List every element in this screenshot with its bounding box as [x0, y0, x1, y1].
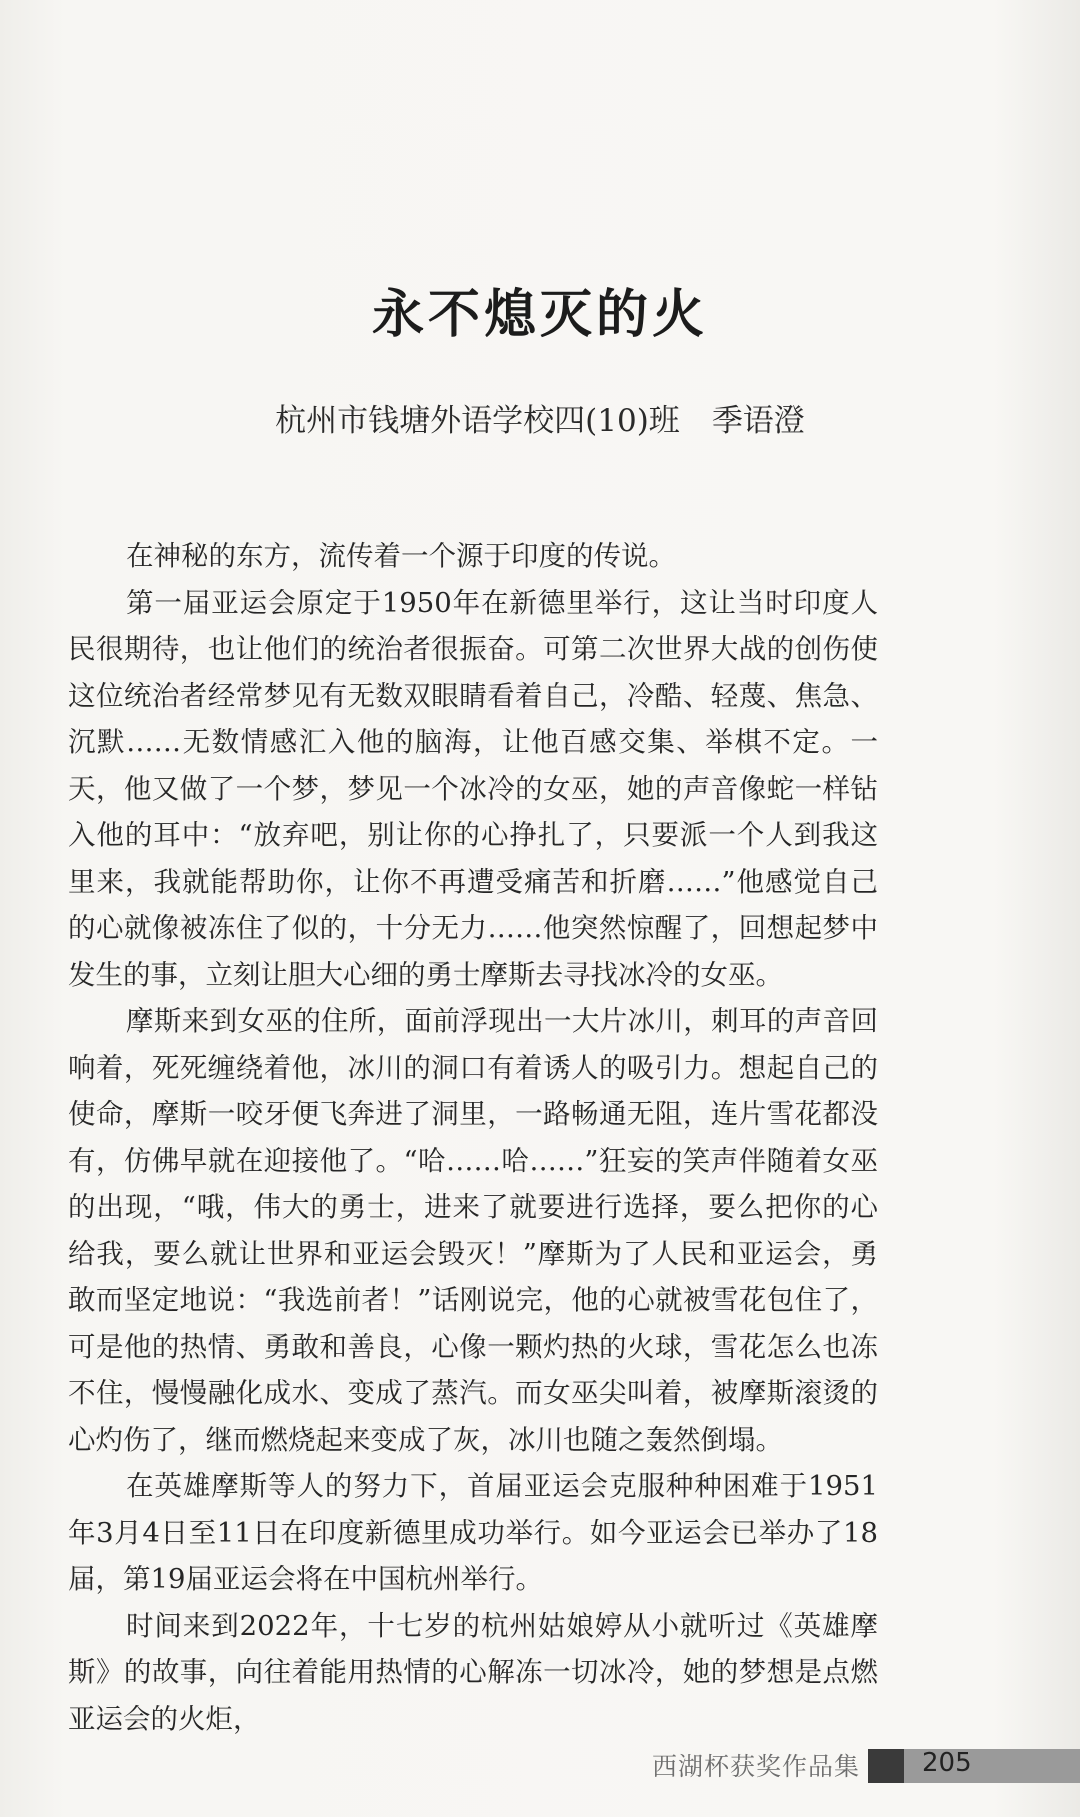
- paragraph: 在神秘的东方，流传着一个源于印度的传说。: [126, 540, 676, 572]
- page-footer: [0, 1745, 1080, 1789]
- article-title: 永不熄灭的火: [371, 285, 708, 345]
- paragraph: 摩斯来到女巫的住所，面前浮现出一大片冰川，刺耳的声音回响着，死死缠绕着他，冰川的洞口有着诱人的吸引力。想起自己的使命，摩斯一咬牙便飞奔进了洞里，一路畅通无阻，连片雪花都没有，仿佛早就在迎接他了。“哈……哈……”狂妄的笑声伴随着女巫的出现，“哦，伟大的勇士，进来了就要进行选择，要么把你的心给我，要么就让世界和亚运会毁灭！”摩斯为了人民和亚运会，勇敢而坚定地说：“我选前者！”话刚说完，他的心就被雪花包住了，可是他的热情、勇敢和善良，心像一颗灼热的火球，雪花怎么也冻不住，慢慢融化成水、变成了蒸汽。而女巫尖叫着，被摩斯滚烫的心灼伤了，继而燃烧起来变成了灰，冰川也随之轰然倒塌。: [68, 1005, 878, 1456]
- byline: [0, 395, 1080, 440]
- byline-school: 杭州市钱塘外语学校四(10)班: [275, 403, 680, 439]
- paragraph: 时间来到2022年，十七岁的杭州姑娘婷从小就听过《英雄摩斯》的故事，向往着能用热情的心解冻一切冰冷，她的梦想是点燃亚运会的火炬，: [68, 1609, 878, 1735]
- article-body: [68, 533, 878, 1742]
- paragraph: 在英雄摩斯等人的努力下，首届亚运会克服种种困难于1951年3月4日至11日在印度新德里成功举行。如今亚运会已举办了18届，第19届亚运会将在中国杭州举行。: [68, 1470, 878, 1595]
- footer-marker: [868, 1749, 904, 1783]
- footer-book-title: 西湖杯获奖作品集: [651, 1752, 860, 1781]
- page-number: 205: [922, 1748, 972, 1778]
- byline-author: 季语澄: [711, 403, 805, 439]
- paragraph: 第一届亚运会原定于1950年在新德里举行，这让当时印度人民很期待，也让他们的统治者很振奋。可第二次世界大战的创伤使这位统治者经常梦见有无数双眼睛看着自己，冷酷、轻蔑、焦急、沉默……无数情感汇入他的脑海，让他百感交集、举棋不定。一天，他又做了一个梦，梦见一个冰冷的女巫，她的声音像蛇一样钻入他的耳中：“放弃吧，别让你的心挣扎了，只要派一个人到我这里来，我就能帮助你，让你不再遭受痛苦和折磨……”他感觉自己的心就像被冻住了似的，十分无力……他突然惊醒了，回想起梦中发生的事，立刻让胆大心细的勇士摩斯去寻找冰冷的女巫。: [68, 586, 878, 991]
